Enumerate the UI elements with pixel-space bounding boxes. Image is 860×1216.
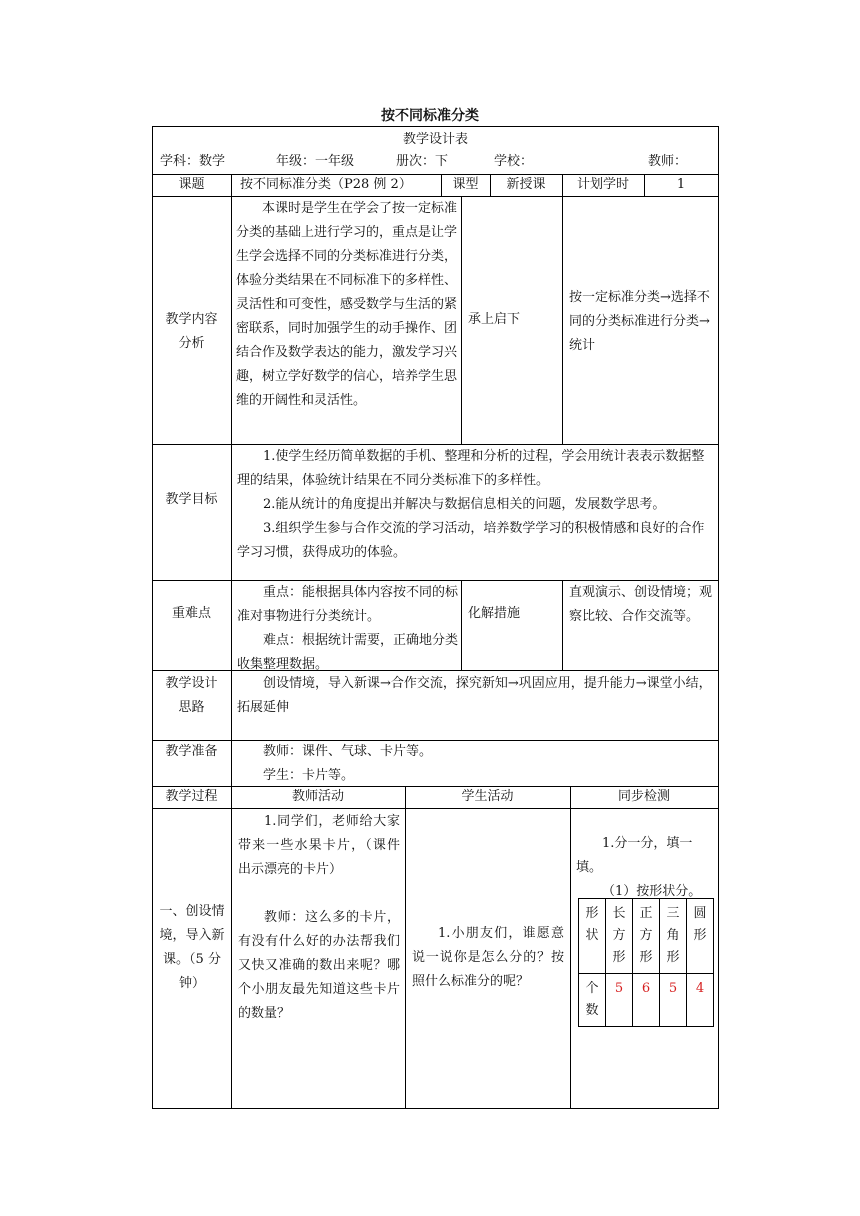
process-check <box>576 832 714 904</box>
design-paragraph: 创设情境，导入新课→合作交流，探究新知→巩固应用，提升能力→课堂小结，拓展延伸 <box>237 676 712 715</box>
key-point: 重点：能根据具体内容按不同的标准对事物进行分类统计。 <box>237 585 459 624</box>
teacher-activity-2: 教师：这么多的卡片，有没有什么好的办法帮我们又快又准确的数出来呢？哪个小朋友最先知道这些卡片的数量？ <box>238 910 400 1021</box>
content-paragraph: 本课时是学生在学会了按一定标准分类的基础上进行学习的，重点是让学生学会选择不同的分类标准进行分类，体验分类结果在不同标准下的多样性、灵活性和可变性，感受数学与生活的紧密联系，同时加强学生的动手操作、团结合作及数学表达的能力，激发学习兴趣，树立学好数学的信心，培养学生思维的开阔性和灵活性。 <box>236 201 458 408</box>
process-teacher-activity <box>238 810 400 1026</box>
col-divider <box>562 580 563 670</box>
shape-count-row <box>579 974 714 1027</box>
count-value-cell: 5 <box>660 974 687 1027</box>
info-teacher: 教师： <box>648 154 688 169</box>
content-label <box>152 308 231 356</box>
process-stage: 一、创设情境，导入新课。（5 分钟） <box>159 904 225 991</box>
table-border-right <box>718 126 719 1108</box>
shape-header-row <box>579 899 714 974</box>
count-value-cell: 6 <box>633 974 660 1027</box>
hours-value: 1 <box>676 177 686 192</box>
measure-text: 直观演示、创设情境；观察比较、合作交流等。 <box>569 585 713 624</box>
document-title: 按不同标准分类 <box>381 108 479 124</box>
process-col-teacher: 教师活动 <box>291 789 344 804</box>
teacher-activity-1: 1.同学们，老师给大家带来一些水果卡片，（课件出示漂亮的卡片） <box>238 814 400 877</box>
count-label-cell: 个数 <box>579 974 606 1027</box>
difficult-point: 难点：根据统计需要，正确地分类收集整理数据。 <box>237 633 459 672</box>
content-label-line2: 分析 <box>178 336 205 351</box>
process-student-activity <box>412 922 564 994</box>
col-divider <box>231 174 232 1108</box>
table-border-bottom <box>152 1108 719 1109</box>
content-analysis-text <box>236 196 458 413</box>
col-divider <box>570 786 571 1108</box>
content-path: 按一定标准分类→选择不同的分类标准进行分类→统计 <box>569 290 710 353</box>
col-divider <box>562 196 563 444</box>
goals-text <box>237 444 715 565</box>
type-label: 课型 <box>452 177 479 192</box>
process-col-stage: 教学过程 <box>165 789 218 804</box>
prep-teacher: 教师：课件、气球、卡片等。 <box>263 744 433 759</box>
info-school: 学校： <box>494 154 534 169</box>
topic-value: 按不同标准分类（P28 例 2） <box>240 177 412 192</box>
measure-label: 化解措施 <box>468 606 521 621</box>
shape-header-cell: 正方形 <box>633 899 660 974</box>
shape-count-table <box>578 898 714 1027</box>
row-divider <box>152 808 719 809</box>
goal-2: 2.能从统计的角度提出并解决与数据信息相关的问题，发展数学思考。 <box>263 497 666 512</box>
info-grade: 年级：一年级 <box>276 154 355 169</box>
goal-3: 3.组织学生参与合作交流的学习活动，培养数学学习的积极情感和良好的合作学习习惯，获得成功的体验。 <box>237 521 705 560</box>
process-col-check: 同步检测 <box>617 789 670 804</box>
prep-label: 教学准备 <box>165 744 218 759</box>
info-subject: 学科：数学 <box>160 154 226 169</box>
count-value-cell: 5 <box>606 974 633 1027</box>
goals-label: 教学目标 <box>165 492 218 507</box>
shape-header-cell: 三角形 <box>660 899 687 974</box>
goal-1: 1.使学生经历简单数据的手机、整理和分析的过程，学会用统计表表示数据整理的结果，体验统计结果在不同分类标准下的多样性。 <box>237 449 705 488</box>
col-divider <box>461 580 462 670</box>
shape-header-cell: 圆形 <box>687 899 714 974</box>
student-activity-1: 1.小朋友们，谁愿意说一说你是怎么分的？按照什么标准分的呢？ <box>412 926 564 989</box>
keypoints-text <box>237 580 458 677</box>
table-border-top <box>152 126 719 127</box>
col-divider <box>405 786 406 1108</box>
check-1: 1.分一分，填一填。 <box>576 836 693 875</box>
col-divider <box>461 196 462 444</box>
hours-label: 计划学时 <box>576 177 629 192</box>
content-link: 承上启下 <box>468 312 521 327</box>
design-label-line1: 教学设计 <box>165 676 218 691</box>
topic-label: 课题 <box>178 177 205 192</box>
content-label-line1: 教学内容 <box>165 312 218 327</box>
design-label <box>152 672 231 720</box>
count-value-cell: 4 <box>687 974 714 1027</box>
prep-student: 学生：卡片等。 <box>263 768 355 783</box>
info-volume: 册次：下 <box>396 154 449 169</box>
shape-header-cell: 形状 <box>579 899 606 974</box>
check-2: （1）按形状分。 <box>602 884 702 899</box>
design-text <box>237 672 715 720</box>
keypoints-label: 重难点 <box>171 606 211 621</box>
table-title: 教学设计表 <box>402 132 468 147</box>
prep-text <box>237 740 715 788</box>
process-col-student: 学生活动 <box>461 789 514 804</box>
type-value: 新授课 <box>506 177 546 192</box>
design-label-line2: 思路 <box>178 700 205 715</box>
shape-header-cell: 长方形 <box>606 899 633 974</box>
